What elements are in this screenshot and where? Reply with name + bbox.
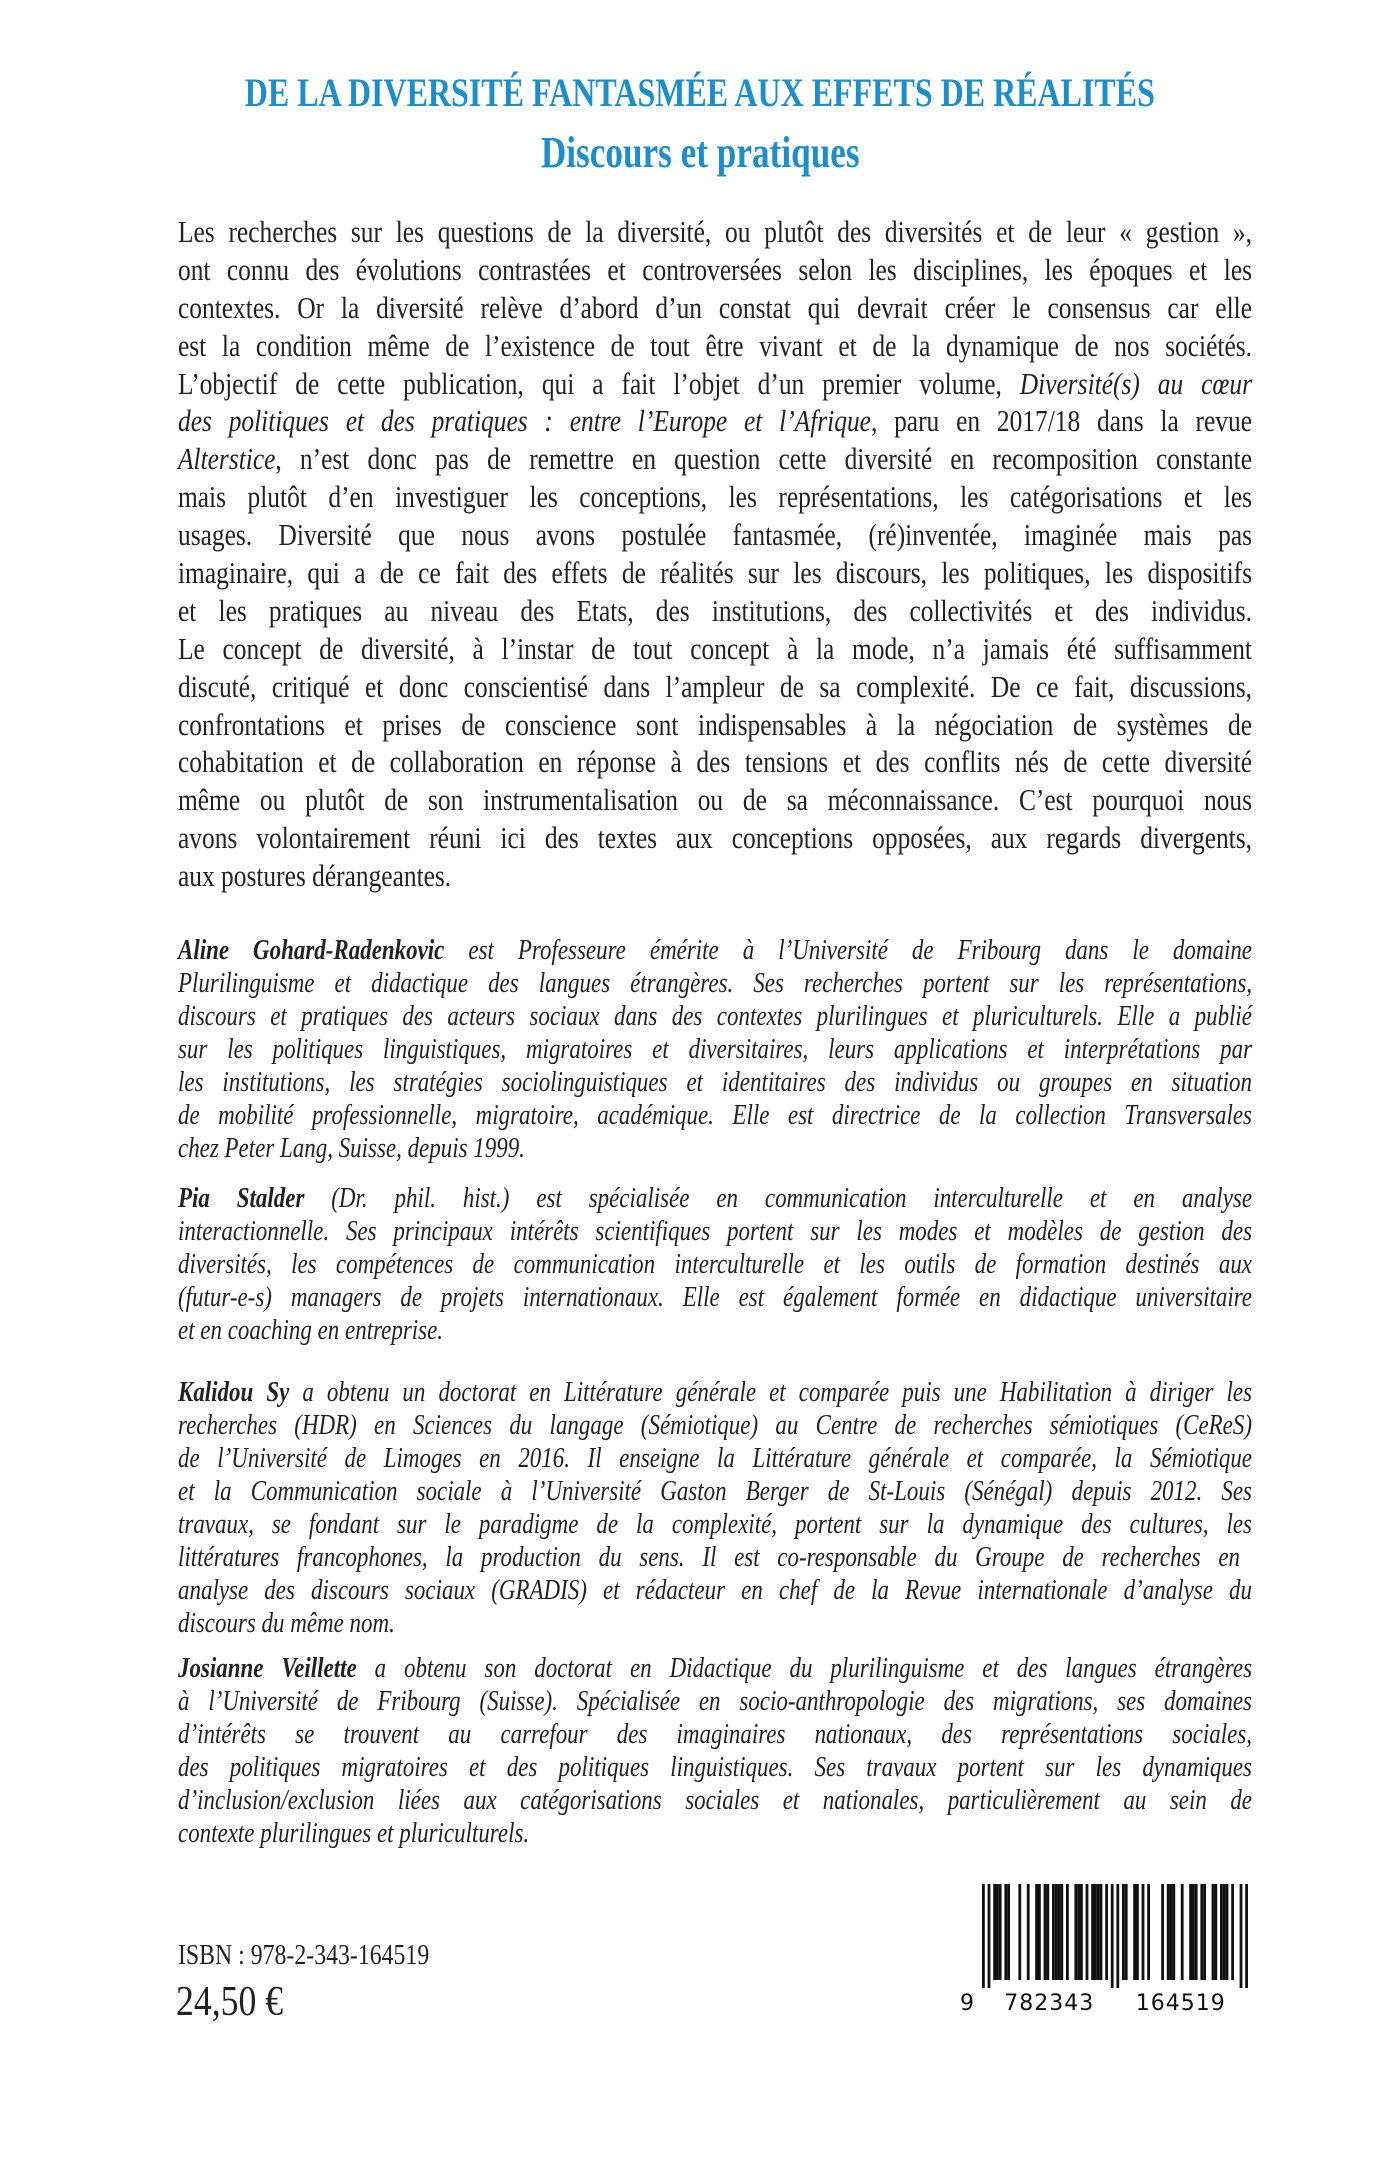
text-line — [178, 1066, 1252, 1099]
text-line — [178, 1000, 1252, 1033]
barcode-bar — [1142, 1884, 1145, 1980]
text-line — [178, 1215, 1252, 1248]
barcode-bar — [1060, 1884, 1063, 1980]
author-bio-sy — [178, 1376, 1252, 1640]
barcode-bar — [1245, 1884, 1248, 1988]
text-line — [178, 1508, 1252, 1541]
barcode-bar — [996, 1884, 999, 1980]
text-line — [178, 1132, 1252, 1165]
text-segment: et les pratiques au niveau des Etats, des institutions, des collectivités et des individus. — [178, 592, 1253, 628]
text-segment: , n’est donc pas de remettre en question cette diversité en recomposition constante — [275, 441, 1252, 477]
text-line — [178, 1574, 1252, 1607]
isbn — [178, 1940, 474, 1972]
text-line — [178, 1718, 1252, 1751]
text-segment: à l’Université de Fribourg (Suisse). Spécialisée en socio-anthropologie des migrations, ses domaines — [178, 1686, 1252, 1717]
author-bio-veillette — [178, 1652, 1252, 1850]
barcode-bar — [1136, 1884, 1139, 1980]
text-segment: usages. Diversité que nous avons postulée fantasmée, (ré)inventée, imaginée mais pas — [178, 517, 1252, 553]
text-line — [178, 327, 1252, 365]
text-segment: a obtenu un doctorat en Littérature générale et comparée puis une Habilitation à diriger les — [289, 1377, 1253, 1408]
italic-text: Alterstice — [178, 441, 276, 477]
text-segment: avons volontairement réuni ici des textes aux conceptions opposées, aux regards divergents, — [178, 820, 1252, 856]
barcode-bar — [1105, 1884, 1108, 1980]
barcode-bar — [1111, 1884, 1114, 1988]
text-line — [178, 289, 1252, 327]
text-segment: des politiques migratoires et des politiques linguistiques. Ses travaux portent sur les dynamiques — [178, 1752, 1252, 1783]
text-line — [178, 516, 1252, 554]
text-segment: les institutions, les stratégies sociolinguistiques et identitaires des individus ou groupes en situation — [178, 1067, 1252, 1098]
text-segment: est la condition même de l’existence de tout être vivant et de la dynamique de nos sociétés. — [178, 327, 1252, 363]
barcode-bar — [1170, 1884, 1173, 1980]
text-segment: (futur-e-s) managers de projets internationaux. Elle est également formée en didactique universitaire — [178, 1282, 1252, 1313]
barcode-bar — [1044, 1884, 1047, 1980]
text-line — [178, 1652, 1252, 1685]
italic-text: Diversité(s) au cœur — [1019, 365, 1252, 401]
barcode-bar — [1147, 1884, 1150, 1980]
barcode-bar — [1122, 1884, 1125, 1980]
text-line — [178, 1475, 1252, 1508]
barcode-bar — [1055, 1884, 1058, 1980]
barcode-bar — [1027, 1884, 1030, 1980]
book-title — [0, 70, 1400, 116]
barcode-bar — [1077, 1884, 1080, 1980]
text-line — [178, 934, 1252, 967]
text-segment: L’objectif de cette publication, qui a fait l’objet d’un premier volume, — [178, 365, 1020, 401]
text-line — [178, 1409, 1252, 1442]
barcode-bar — [1035, 1884, 1038, 1980]
text-segment: Le concept de diversité, à l’instar de tout concept à la mode, n’a jamais été suffisamment — [178, 630, 1253, 666]
barcode-bar — [1058, 1884, 1061, 1980]
text-line — [178, 592, 1252, 630]
text-segment: recherches (HDR) en Sciences du langage (Sémiotique) au Centre de recherches sémiotiques (CeReS) — [178, 1410, 1252, 1441]
barcode-bar — [1212, 1884, 1215, 1980]
text-segment: même ou plutôt de son instrumentalisation ou de sa méconnaissance. C’est pourquoi nous — [178, 782, 1253, 818]
text-segment: Les recherches sur les questions de la diversité, ou plutôt des diversités et de leur « gestion », — [178, 214, 1252, 249]
barcode-bar — [1189, 1884, 1192, 1980]
text-line — [178, 213, 1252, 251]
barcode-bar — [1100, 1884, 1103, 1980]
text-line — [178, 1685, 1252, 1718]
barcode-bar — [1094, 1884, 1097, 1980]
barcode-bar — [993, 1884, 996, 1980]
text-line — [178, 251, 1252, 289]
text-segment: (Dr. phil. hist.) est spécialisée en communication interculturelle et en analyse — [304, 1183, 1253, 1214]
barcode-bar — [1203, 1884, 1206, 1980]
isbn-barcode — [958, 1880, 1258, 2020]
barcode-bar — [1018, 1884, 1021, 1980]
barcode-bar — [1086, 1884, 1089, 1980]
barcode-digits: 782343 — [1004, 1991, 1095, 2016]
barcode-bar — [1133, 1884, 1136, 1980]
text-line — [178, 857, 1252, 895]
barcode-bar — [1226, 1884, 1229, 1980]
barcode-bar — [1161, 1884, 1164, 1980]
barcode-bar — [1195, 1884, 1198, 1980]
text-line — [178, 1281, 1252, 1314]
text-segment: interactionnelle. Ses principaux intérêts scientifiques portent sur les modes et modèles de gestion des — [178, 1216, 1253, 1247]
text-line — [178, 743, 1252, 781]
barcode-bar — [1200, 1884, 1203, 1980]
text-line — [178, 1607, 1252, 1640]
text-segment: , paru en 2017/18 dans la revue — [870, 403, 1252, 439]
text-line — [178, 1248, 1252, 1281]
text-line — [178, 1751, 1252, 1784]
text-segment: aux postures dérangeantes. — [178, 858, 452, 894]
italic-text: des politiques et des pratiques : entre l’Europe et l’Afrique — [178, 403, 871, 439]
text-line — [178, 1314, 1252, 1347]
book-subtitle-text: Discours et pratiques — [540, 128, 860, 177]
text-segment: littératures francophones, la production du sens. Il est co-responsable du Groupe de recherches en — [178, 1542, 1241, 1573]
text-segment: discours du même nom. — [178, 1608, 395, 1639]
text-line — [178, 819, 1252, 857]
book-subtitle — [0, 128, 1400, 178]
barcode-bar — [1074, 1884, 1077, 1980]
text-line — [178, 1182, 1252, 1215]
author-name: Josianne Veillette — [178, 1653, 357, 1684]
isbn-text: ISBN : 978-2-343-164519 — [178, 1940, 430, 1971]
author-bio-gohard-radenkovic — [178, 934, 1252, 1165]
text-line — [178, 402, 1252, 440]
text-segment: discuté, critiqué et donc conscientisé dans l’ampleur de sa complexité. De ce fait, discussions, — [178, 668, 1252, 704]
author-bio-stalder — [178, 1182, 1252, 1347]
text-line — [178, 1099, 1252, 1132]
barcode-bar — [988, 1884, 991, 1988]
blurb-paragraph — [178, 213, 1252, 895]
barcode-bar — [1091, 1884, 1094, 1980]
text-segment: contexte plurilingues et pluriculturels. — [178, 1818, 530, 1849]
text-line — [178, 365, 1252, 403]
text-line — [178, 1376, 1252, 1409]
barcode-bar — [1004, 1884, 1007, 1980]
barcode-bar — [1066, 1884, 1069, 1980]
text-segment: travaux, se fondant sur le paradigme de la complexité, portent sur la dynamique des cultures, les — [178, 1509, 1253, 1540]
text-segment: de mobilité professionnelle, migratoire, académique. Elle est directrice de la collection Transversales — [178, 1100, 1252, 1131]
text-segment: a obtenu son doctorat en Didactique du plurilinguisme et des langues étrangères — [356, 1653, 1253, 1684]
barcode-digits: 164519 — [1135, 1991, 1226, 2016]
barcode-bar — [1172, 1884, 1175, 1980]
text-segment: ont connu des évolutions contrastées et controversées selon les disciplines, les époques et les — [178, 251, 1252, 287]
text-segment: de l’Université de Limoges en 2016. Il enseigne la Littérature générale et comparée, la Sémiotique — [178, 1443, 1252, 1474]
book-title-text: DE LA DIVERSITÉ FANTASMÉE AUX EFFETS DE RÉALITÉS — [244, 70, 1156, 115]
text-segment: mais plutôt d’en investiguer les conceptions, les représentations, les catégorisations et les — [178, 479, 1252, 515]
text-segment: d’intérêts se trouvent au carrefour des imaginaires nationaux, des représentations sociales, — [178, 1719, 1252, 1750]
text-line — [178, 630, 1252, 668]
barcode-bar — [1080, 1884, 1083, 1980]
barcode-bar — [1181, 1884, 1184, 1980]
text-line — [178, 440, 1252, 478]
text-line — [178, 668, 1252, 706]
barcode-bar — [1007, 1884, 1010, 1980]
text-segment: Plurilinguisme et didactique des langues étrangères. Ses recherches portent sur les représentations, — [178, 968, 1252, 999]
text-line — [178, 1541, 1252, 1574]
barcode-bar — [1038, 1884, 1041, 1980]
barcode-bar — [999, 1884, 1002, 1980]
barcode-bar — [1125, 1884, 1128, 1980]
text-segment: discours et pratiques des acteurs sociaux dans des contextes plurilingues et pluriculturels. Elle a publié — [178, 1001, 1253, 1032]
text-line — [178, 781, 1252, 819]
text-line — [178, 1442, 1252, 1475]
text-segment: diversités, les compétences de communication interculturelle et les outils de formation destinés aux — [178, 1249, 1252, 1280]
text-segment: contextes. Or la diversité relève d’abord d’un constat qui devrait créer le consensus car elle — [178, 289, 1253, 325]
barcode-bar — [1046, 1884, 1049, 1980]
barcode-bar — [1192, 1884, 1195, 1980]
text-line — [178, 554, 1252, 592]
text-segment: confrontations et prises de conscience sont indispensables à la négociation de systèmes de — [178, 706, 1253, 742]
author-name: Aline Gohard-Radenkovic — [178, 935, 445, 966]
text-segment: cohabitation et de collaboration en réponse à des tensions et des conflits nés de cette diversité — [178, 744, 1252, 780]
text-segment: et la Communication sociale à l’Université Gaston Berger de St-Louis (Sénégal) depuis 2012. Ses — [178, 1476, 1252, 1507]
barcode-bar — [1214, 1884, 1217, 1980]
price — [176, 1978, 302, 2026]
text-segment: et en coaching en entreprise. — [178, 1315, 444, 1346]
barcode-bar — [1240, 1884, 1243, 1988]
text-segment: imaginaire, qui a de ce fait des effets de réalités sur les discours, les politiques, les dispositifs — [178, 555, 1253, 591]
text-segment: est Professeure émérite à l’Université de Fribourg dans le domaine — [444, 935, 1252, 966]
text-segment: sur les politiques linguistiques, migratoires et diversitaires, leurs applications et interprétations par — [178, 1034, 1253, 1065]
text-line — [178, 478, 1252, 516]
barcode-bar — [1220, 1884, 1223, 1980]
text-line — [178, 706, 1252, 744]
text-line — [178, 1784, 1252, 1817]
text-line — [178, 1817, 1252, 1850]
barcode-bar — [1231, 1884, 1234, 1980]
barcode-bar — [1052, 1884, 1055, 1980]
text-segment: chez Peter Lang, Suisse, depuis 1999. — [178, 1133, 525, 1164]
author-name: Pia Stalder — [178, 1183, 305, 1214]
text-segment: d’inclusion/exclusion liées aux catégorisations sociales et nationales, particulièrement au sein de — [178, 1785, 1253, 1816]
barcode-bar — [982, 1884, 985, 1988]
text-line — [178, 1033, 1252, 1066]
barcode-bar — [1223, 1884, 1226, 1980]
text-segment: analyse des discours sociaux (GRADIS) et rédacteur en chef de la Revue internationale d’analyse du — [178, 1575, 1252, 1606]
price-text: 24,50 € — [176, 1979, 284, 2025]
barcode-digits: 9 — [960, 1991, 975, 2016]
author-name: Kalidou Sy — [178, 1377, 290, 1408]
barcode-bar — [1116, 1884, 1119, 1988]
barcode-bar — [1097, 1884, 1100, 1980]
barcode-bar — [1167, 1884, 1170, 1980]
text-line — [178, 967, 1252, 1000]
